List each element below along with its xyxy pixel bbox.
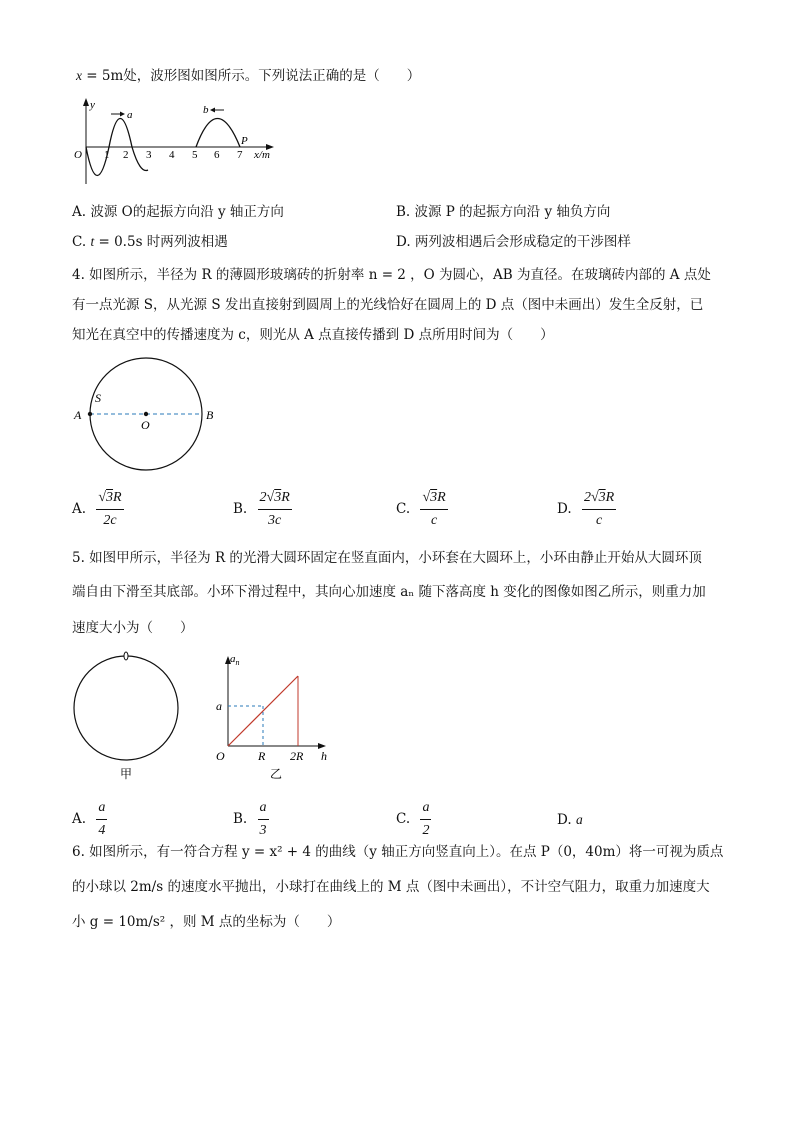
q3-tick-3: 3 bbox=[146, 149, 152, 161]
q4-line-1: 4. 如图所示，半径为 R 的薄圆形玻璃砖的折射率 n = 2 ，O 为圆心，AB 为直径。在玻璃砖内部的 A 点处 bbox=[72, 267, 711, 283]
q4-point-o bbox=[144, 412, 148, 416]
q3-tick-7: 7 bbox=[237, 149, 243, 161]
q3-option-c-letter: C. bbox=[72, 234, 91, 250]
q3-wave-b-curve bbox=[196, 119, 240, 148]
q5-ring-figure bbox=[70, 650, 190, 785]
q4-label-b: B bbox=[206, 408, 214, 422]
q4-option-d-fraction: $\frac{2√3R}{c}$ bbox=[583, 490, 615, 528]
q6-line-2: 的小球以 2m/s 的速度水平抛出，小球打在曲线上的 M 点（图中未画出），不计空气阻力，取重力加速度大 bbox=[72, 879, 710, 895]
q5-option-b-fraction: $\frac{a}{3}$ bbox=[259, 800, 267, 838]
q4-option-b-letter: B. bbox=[233, 501, 248, 517]
q4-option-a bbox=[72, 488, 124, 531]
q3-option-c-var: t bbox=[90, 234, 95, 249]
q3-stem-eq: = 5m bbox=[82, 68, 124, 84]
q4-circle-figure bbox=[70, 356, 230, 474]
q3-tick-1: 1 bbox=[104, 149, 110, 161]
q5-line-3: 速度大小为（ ） bbox=[72, 620, 194, 636]
q4-option-c-letter: C. bbox=[396, 501, 411, 517]
q5-caption-left: 甲 bbox=[120, 767, 133, 781]
q6-line-3: 小 g = 10m/s² ，则 M 点的坐标为（ ） bbox=[72, 914, 341, 930]
q5-option-c-letter: C. bbox=[396, 811, 411, 827]
q4-option-d bbox=[557, 488, 616, 531]
q5-option-d-letter: D. bbox=[557, 812, 572, 828]
q5-small-ring bbox=[124, 652, 128, 660]
q5-option-c-fraction: $\frac{a}{2}$ bbox=[422, 800, 430, 838]
q5-option-a-letter: A. bbox=[72, 811, 87, 827]
q3-origin-label: O bbox=[74, 149, 82, 161]
q3-y-arrow bbox=[83, 98, 89, 106]
q3-stem-text: 处，波形图如图所示。下列说法正确的是（ ） bbox=[123, 68, 421, 84]
q5-option-d bbox=[557, 798, 583, 832]
q4-option-c-fraction: $\frac{√3R}{c}$ bbox=[422, 490, 446, 528]
q3-wave-figure bbox=[70, 96, 285, 188]
q3-tick-5: 5 bbox=[192, 149, 198, 161]
q4-option-a-letter: A. bbox=[72, 501, 87, 517]
q4-line-3: 知光在真空中的传播速度为 c，则光从 A 点直接传播到 D 点所用时间为（ ） bbox=[72, 327, 554, 343]
q5-graph-figure bbox=[210, 650, 340, 785]
q5-graph-tick-2r: 2R bbox=[290, 749, 304, 763]
q3-axis-y-label: y bbox=[90, 99, 95, 111]
q3-option-a: A. 波源 O的起振方向沿 y 轴正方向 bbox=[72, 204, 284, 220]
q4-option-b-fraction: $\frac{2√3R}{3c}$ bbox=[259, 490, 290, 528]
q5-graph-tick-r: R bbox=[258, 749, 266, 763]
q5-option-b bbox=[233, 798, 269, 841]
q3-tick-labels bbox=[104, 149, 243, 161]
q4-label-a: A bbox=[74, 408, 82, 422]
q4-option-d-letter: D. bbox=[557, 501, 572, 517]
q5-graph-y-label: $a_n$ bbox=[230, 653, 240, 667]
q3-option-b: B. 波源 P 的起振方向沿 y 轴负方向 bbox=[396, 204, 611, 220]
q3-tick-4: 4 bbox=[169, 149, 175, 161]
q4-option-a-fraction: $\frac{√3R}{2c}$ bbox=[98, 490, 122, 528]
q5-graph-tick-a: a bbox=[216, 699, 222, 713]
q3-option-c bbox=[72, 232, 228, 252]
q6-line-1: 6. 如图所示，有一符合方程 y = x² + 4 的曲线（y 轴正方向竖直向上）。在点 P（0，40m）将一可视为质点 bbox=[72, 844, 724, 860]
q5-graph-line bbox=[228, 676, 298, 746]
q4-label-o: O bbox=[141, 418, 150, 432]
q3-label-a: a bbox=[127, 109, 133, 121]
q4-line-2: 有一点光源 S，从光源 S 发出直接射到圆周上的光线恰好在圆周上的 D 点（图中未画出）发生全反射，已 bbox=[72, 297, 704, 313]
q4-option-c bbox=[396, 488, 448, 531]
q5-line-2: 端自由下滑至其底部。小环下滑过程中，其向心加速度 aₙ 随下落高度 h 变化的图像如图乙所示，则重力加 bbox=[72, 584, 706, 600]
q3-tick-6: 6 bbox=[214, 149, 220, 161]
q5-option-d-value: a bbox=[575, 812, 583, 827]
q5-option-b-letter: B. bbox=[233, 811, 248, 827]
q3-tick-2: 2 bbox=[123, 149, 129, 161]
q5-graph-origin: O bbox=[216, 749, 225, 763]
q4-option-b bbox=[233, 488, 292, 531]
q3-option-d: D. 两列波相遇后会形成稳定的干涉图样 bbox=[396, 234, 631, 250]
q3-label-p: P bbox=[241, 135, 248, 147]
q5-graph-x-label: h bbox=[321, 749, 327, 763]
q3-label-b: b bbox=[203, 104, 209, 116]
q3-stem-var: x bbox=[76, 68, 82, 83]
q5-line-1: 5. 如图甲所示，半径为 R 的光滑大圆环固定在竖直面内，小环套在大圆环上，小环由静止开始从大圆环顶 bbox=[72, 550, 702, 566]
q5-caption-right: 乙 bbox=[270, 767, 283, 781]
q5-big-ring bbox=[74, 656, 178, 760]
q5-option-c bbox=[396, 798, 431, 841]
q3-stem bbox=[76, 66, 420, 86]
q3-axis-x-label: x/m bbox=[254, 149, 270, 161]
q5-option-a bbox=[72, 798, 107, 841]
q3-option-c-text: = 0.5s 时两列波相遇 bbox=[94, 234, 228, 250]
q4-label-s: S bbox=[95, 391, 101, 405]
q4-point-a bbox=[88, 412, 92, 416]
q5-option-a-fraction: $\frac{a}{4}$ bbox=[98, 800, 106, 838]
